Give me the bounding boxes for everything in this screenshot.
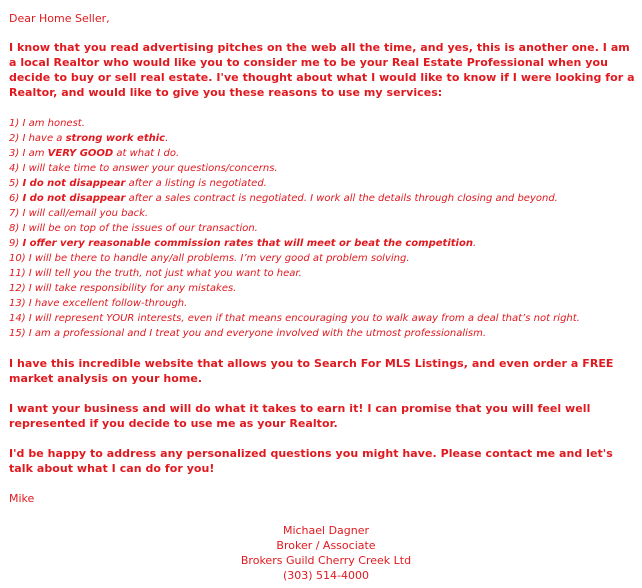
list-item: 1) I am honest. xyxy=(9,118,85,129)
list-item: 9) I offer very reasonable commission rates that will meet or beat the competition. xyxy=(9,238,477,249)
contact-block xyxy=(0,523,642,583)
list-item: 12) I will take responsibility for any mistakes. xyxy=(9,283,237,294)
agent-name: Michael Dagner xyxy=(282,524,370,537)
list-item: 14) I will represent YOUR interests, even if that means encouraging you to walk away from a deal that’s not right. xyxy=(9,313,580,324)
agent-company: Brokers Guild Cherry Creek Ltd xyxy=(240,554,412,567)
intro-paragraph: I know that you read advertising pitches on the web all the time, and yes, this is another one. I am a local Realtor who would like you to consider me to be your Real Estate Professional when you decide to buy or sell real estate. I've thought about what I would like to know if I were looking for a Realtor, and would like to give you these reasons to use my services: xyxy=(9,41,635,99)
website-paragraph: I have this incredible website that allows you to Search For MLS Listings, and even order a FREE market analysis on your home. xyxy=(9,357,614,385)
list-item: 8) I will be on top of the issues of our transaction. xyxy=(9,223,258,234)
business-paragraph: I want your business and will do what it takes to earn it! I can promise that you will feel well represented if you decide to use me as your Realtor. xyxy=(9,402,591,430)
list-item: 4) I will take time to answer your questions/concerns. xyxy=(9,163,278,174)
list-item: 10) I will be there to handle any/all problems. I’m very good at problem solving. xyxy=(9,253,410,264)
letter-body xyxy=(9,0,639,506)
list-item: 6) I do not disappear after a sales contract is negotiated. I work all the details through closing and beyond. xyxy=(9,193,558,204)
signoff: Mike xyxy=(9,492,35,505)
list-item: 15) I am a professional and I treat you and everyone involved with the utmost professionalism. xyxy=(9,328,487,339)
list-item: 7) I will call/email you back. xyxy=(9,208,149,219)
agent-title: Broker / Associate xyxy=(276,539,376,552)
list-item: 2) I have a strong work ethic. xyxy=(9,133,169,144)
agent-phone: (303) 514-4000 xyxy=(282,569,370,582)
list-item: 3) I am VERY GOOD at what I do. xyxy=(9,148,180,159)
contact-invite-paragraph: I'd be happy to address any personalized questions you might have. Please contact me and let's talk about what I can do for you! xyxy=(9,447,613,475)
list-item: 13) I have excellent follow-through. xyxy=(9,298,188,309)
greeting: Dear Home Seller, xyxy=(9,12,110,25)
reasons-list xyxy=(9,116,639,341)
list-item: 11) I will tell you the truth, not just what you want to hear. xyxy=(9,268,302,279)
list-item: 5) I do not disappear after a listing is negotiated. xyxy=(9,178,267,189)
